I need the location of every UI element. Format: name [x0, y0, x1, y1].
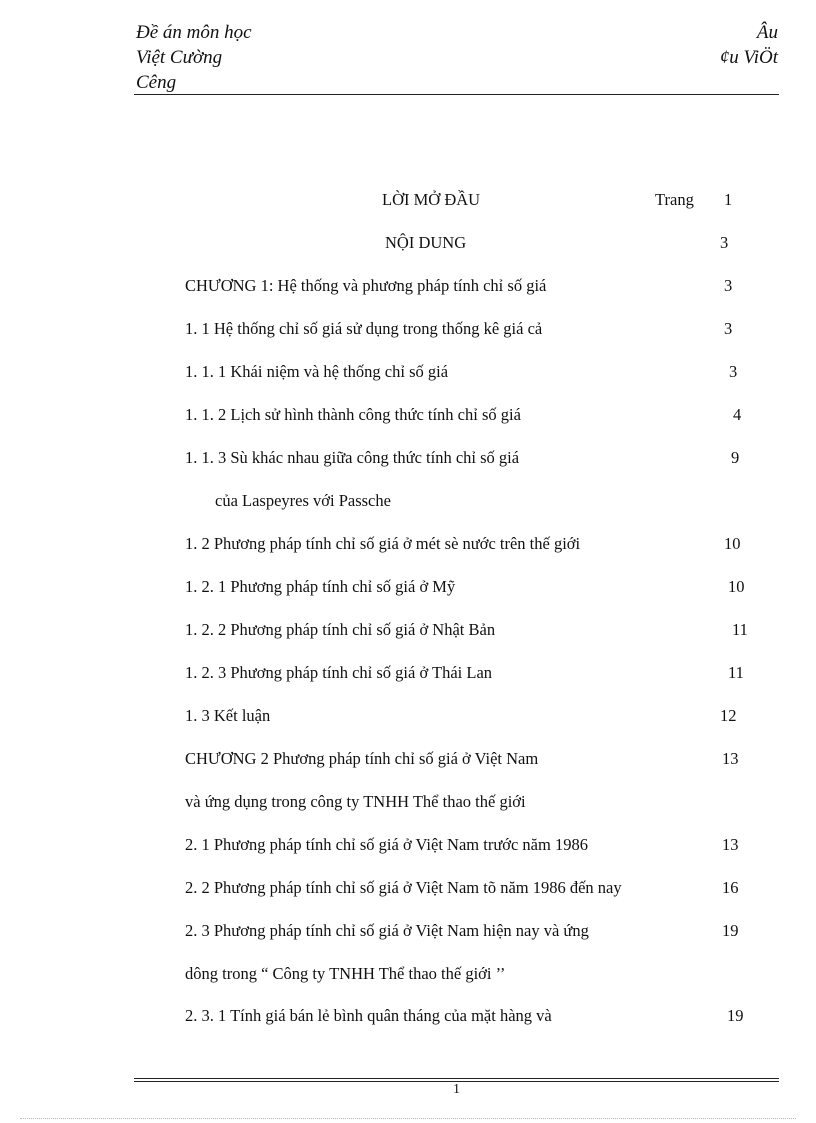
toc-entry-page: 19	[722, 921, 739, 940]
toc-entry-page: 19	[727, 1006, 744, 1025]
toc-entry: 1. 1 Hệ thống chỉ số giá sử dụng trong thống kê giá cả	[185, 319, 543, 338]
header-course: Đề án môn học	[136, 22, 252, 43]
toc-entry-page: 13	[722, 835, 739, 854]
toc-entry-page: 12	[720, 706, 737, 725]
toc-entry: 1. 2. 2 Phương pháp tính chỉ số giá ở Nhật Bản	[185, 620, 496, 639]
toc-entry: CHƯƠNG 2 Phương pháp tính chỉ số giá ở Việt Nam	[185, 749, 539, 768]
header-name: Việt Cường	[136, 47, 223, 68]
toc-entry: 1. 3 Kết luận	[185, 706, 271, 725]
header-right-line1: Âu	[756, 22, 778, 43]
header-rule	[134, 94, 779, 95]
toc-entry: và ứng dụng trong công ty TNHH Thể thao thế giới	[185, 792, 526, 811]
toc-entry: 1. 2. 1 Phương pháp tính chỉ số giá ở Mỹ	[185, 577, 456, 596]
toc-entry: 1. 2 Phương pháp tính chỉ số giá ở mét sè nước trên thế giới	[185, 534, 581, 553]
toc-entry: 1. 1. 3 Sù khác nhau giữa công thức tính chỉ số giá	[185, 448, 520, 467]
toc-entry-page: 11	[728, 663, 744, 682]
toc-intro-page-label: Trang	[655, 190, 694, 209]
header-left	[136, 20, 252, 95]
toc-entry-page: 13	[722, 749, 739, 768]
page-edge	[20, 1118, 796, 1119]
toc-entry-page: 3	[724, 319, 733, 338]
toc-content-page: 3	[720, 233, 729, 252]
toc-entry: 1. 2. 3 Phương pháp tính chỉ số giá ở Thái Lan	[185, 663, 493, 682]
toc-entry: của Laspeyres với Passche	[215, 491, 391, 510]
toc-entry-page: 3	[729, 362, 738, 381]
footer-rule	[134, 1078, 779, 1079]
toc-entry: 2. 2 Phương pháp tính chỉ số giá ở Việt Nam tõ năm 1986 đến nay	[185, 878, 622, 897]
header-right	[720, 20, 778, 70]
toc-entry: 2. 3 Phương pháp tính chỉ số giá ở Việt Nam hiện nay và ứng	[185, 921, 589, 940]
header-name-cont: Cêng	[136, 72, 177, 93]
toc-entry-page: 3	[724, 276, 733, 295]
page-number: 1	[453, 1082, 460, 1097]
toc-entry: 2. 3. 1 Tính giá bán lẻ bình quân tháng của mặt hàng và	[185, 1006, 552, 1025]
toc-entry: 1. 1. 2 Lịch sử hình thành công thức tính chỉ số giá	[185, 405, 521, 424]
toc-entry: 1. 1. 1 Khái niệm và hệ thống chỉ số giá	[185, 362, 449, 381]
toc-intro-page: 1	[724, 190, 733, 209]
toc-entry: CHƯƠNG 1: Hệ thống và phương pháp tính chỉ số giá	[185, 276, 547, 295]
toc-content-title: NỘI DUNG	[385, 233, 467, 252]
toc-entry-page: 10	[724, 534, 741, 553]
toc-entry-page: 9	[731, 448, 740, 467]
toc-entry-page: 4	[733, 405, 742, 424]
toc-entry-page: 16	[722, 878, 739, 897]
header-right-line2: ¢u ViÖt	[719, 47, 778, 68]
toc-entry: dông trong “ Công ty TNHH Thể thao thế giới ’’	[185, 964, 506, 983]
toc-entry-page: 10	[728, 577, 745, 596]
toc-entry-page: 11	[732, 620, 748, 639]
toc-entry: 2. 1 Phương pháp tính chỉ số giá ở Việt Nam trước năm 1986	[185, 835, 588, 854]
toc-intro-title: LỜI MỞ ĐẦU	[382, 190, 481, 209]
